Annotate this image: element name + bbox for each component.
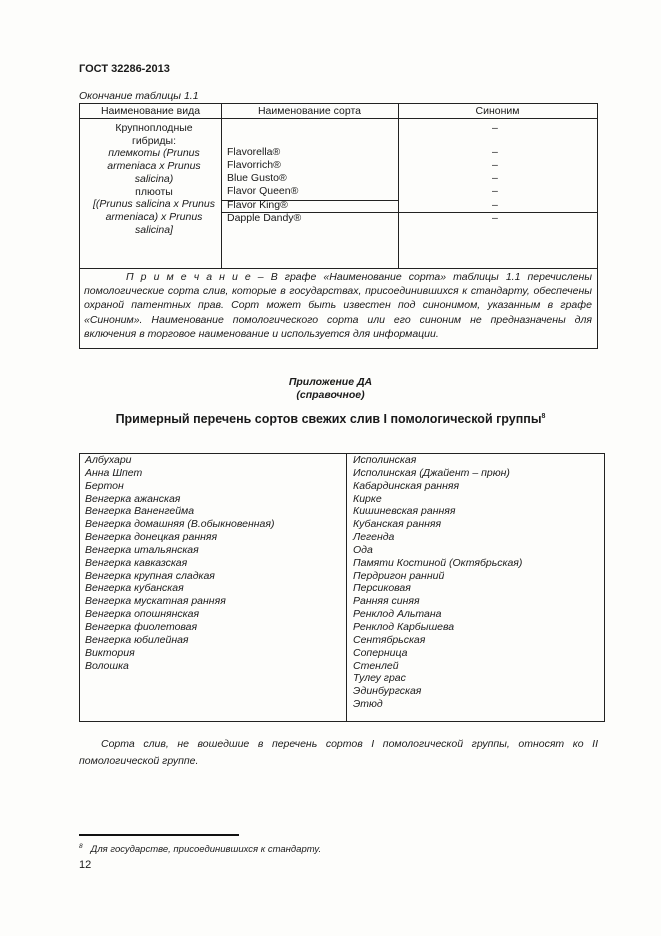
variety-name: Flavorella® [227, 146, 281, 158]
species-line: armeniaca) x Prunus [105, 210, 203, 223]
plum-variety-item: Венгерка юбилейная [85, 633, 189, 646]
plum-variety-item: Соперница [353, 646, 408, 659]
appendix-type: (справочное) [296, 389, 365, 401]
plum-variety-item: Исполинская [353, 454, 417, 466]
plum-variety-item: Ода [353, 543, 373, 556]
synonym-dash: – [492, 212, 498, 224]
plum-variety-item: Венгерка опошнянская [85, 608, 200, 621]
footnote-separator [79, 834, 239, 836]
plum-variety-item: Кубанская ранняя [353, 518, 442, 531]
closing-paragraph: Сорта слив, не вошедшие в перечень сортов I помологической группы, относят ко II помологической группе. [79, 738, 598, 767]
plum-variety-item: Венгерка крупная сладкая [85, 569, 215, 582]
header-variety: Наименование сорта [257, 105, 362, 117]
variety-name: Flavorrich® [227, 159, 281, 171]
plum-variety-item: Пердригон ранний [353, 569, 445, 582]
plum-variety-item: Персиковая [353, 582, 411, 595]
plum-variety-item: Легенда [353, 531, 395, 544]
footnote [79, 843, 321, 855]
plum-variety-item: Венгерка мускатная ранняя [85, 595, 226, 608]
document-header: ГОСТ 32286-2013 [79, 63, 170, 75]
synonym-dash: – [492, 185, 498, 197]
plum-variety-item: Венгерка кавказская [85, 556, 188, 569]
synonym-dash: – [492, 159, 498, 171]
varieties-table [79, 103, 598, 349]
list-right-column [353, 454, 522, 711]
note-divider [80, 268, 597, 269]
species-line: племкоты (Prunus [108, 147, 200, 160]
list-left-column [85, 454, 274, 672]
variety-name: Blue Gusto® [227, 172, 287, 184]
species-line: [(Prunus salicina x Prunus [93, 198, 215, 211]
table-continuation-label: Окончание таблицы 1.1 [79, 90, 199, 102]
species-line: armeniaca x Prunus [107, 160, 201, 173]
plum-variety-item: Анна Шпет [85, 466, 143, 479]
plum-variety-item: Кишиневская ранняя [353, 505, 456, 518]
plum-variety-item: Кирке [353, 492, 382, 505]
plum-variety-item: Венгерка домашняя (В.обыкновенная) [85, 518, 275, 531]
plum-variety-item: Венгерка итальянская [85, 543, 199, 556]
plum-variety-item: Этюд [353, 698, 383, 711]
header-divider [80, 118, 597, 119]
table-note: П р и м е ч а н и е – В графе «Наименование сорта» таблицы 1.1 перечислены помологические сорта слив, которые в государствах, присоединившихся к стандарту, обеспечены охраной патентных прав. Сорт может быть известен под синонимом, указанным в графе «Синоним». Наименование помологического сорта или его синоним не предназначены для включения в торговое наименование и используется для информации. [84, 271, 592, 340]
page-number: 12 [79, 859, 92, 871]
species-line: гибриды: [131, 134, 176, 147]
plum-variety-item: Виктория [85, 646, 135, 659]
plum-variety-item: Памяти Костиной (Октябрьская) [353, 556, 523, 569]
plum-list-table [79, 453, 605, 722]
plum-variety-item: Тулеу грас [353, 672, 406, 685]
plum-variety-item: Ренклод Карбышева [353, 620, 455, 633]
header-synonym: Синоним [475, 105, 520, 117]
variety-name: Dapple Dandy® [227, 212, 302, 224]
appendix-title: Примерный перечень сортов свежих слив I помологической группы$^8$ [115, 412, 546, 426]
plum-variety-item: Венгерка ажанская [85, 492, 181, 505]
species-line: Крупноплодные [115, 122, 193, 134]
appendix-label: Приложение ДА [288, 376, 373, 388]
species-cell [88, 122, 220, 236]
species-line: плюоты [135, 185, 173, 198]
species-line: salicina] [135, 223, 173, 236]
plum-variety-item: Венгерка фиолетовая [85, 620, 198, 633]
footnote-text: Для государстве, присоединившихся к стандарту. [90, 844, 322, 856]
header-species: Наименование вида [100, 105, 201, 117]
species-line: salicina) [134, 172, 174, 185]
synonym-dash: – [492, 199, 498, 211]
list-column-divider [346, 454, 347, 721]
plum-variety-item: Кабардинская ранняя [353, 479, 460, 492]
plum-variety-item: Ренклод Альтана [353, 608, 442, 621]
plum-variety-item: Албухари [85, 454, 132, 466]
plum-variety-item: Эдинбургская [353, 685, 422, 698]
plum-variety-item: Стенлей [353, 659, 399, 672]
synonym-dash: – [492, 122, 498, 134]
plum-variety-item: Ранняя синяя [353, 595, 420, 608]
variety-name: Flavor King® [227, 199, 288, 211]
plum-variety-item: Исполинская (Джайент – прюн) [353, 466, 510, 479]
synonym-dash: – [492, 146, 498, 158]
plum-variety-item: Бертон [85, 479, 124, 492]
variety-name: Flavor Queen® [227, 185, 299, 197]
plum-variety-item: Венгерка донецкая ранняя [85, 531, 218, 544]
synonym-dash: – [492, 172, 498, 184]
plum-variety-item: Венгерка кубанская [85, 582, 184, 595]
column-divider-2 [398, 104, 399, 268]
plum-variety-item: Венгерка Ваненгейма [85, 505, 195, 518]
plum-variety-item: Волошка [85, 659, 129, 672]
column-divider-1 [221, 104, 222, 268]
footnote-mark: 8 [541, 412, 546, 420]
plum-variety-item: Сентябрьская [353, 633, 426, 646]
footnote-number: 8 [79, 843, 83, 850]
